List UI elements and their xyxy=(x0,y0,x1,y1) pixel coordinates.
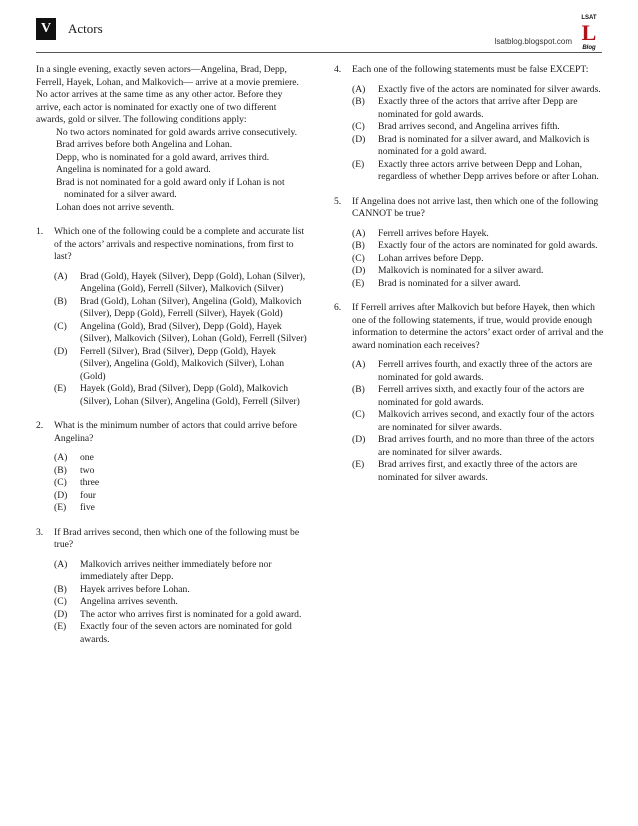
option-text: Brad arrives second, and Angelina arrives fifth. xyxy=(378,121,560,132)
question-text: Each one of the following statements must be false EXCEPT: xyxy=(352,64,589,75)
option-text: Malkovich is nominated for a silver award. xyxy=(378,265,544,276)
question-stem xyxy=(36,226,308,264)
option-text: The actor who arrives first is nominated for a gold award. xyxy=(80,608,302,620)
option-text: Exactly three actors arrive between Depp and Lohan, regardless of whether Depp arrives before or after Lohan. xyxy=(378,158,599,182)
logo-top-text: LSAT xyxy=(581,15,597,21)
option-letter: (C) xyxy=(352,252,365,264)
answer-option xyxy=(352,96,604,121)
option-letter: (C) xyxy=(54,320,67,332)
question-number: 5. xyxy=(334,195,342,207)
option-text: three xyxy=(80,477,100,488)
option-text: two xyxy=(80,464,95,476)
option-letter: (A) xyxy=(54,270,68,282)
option-letter: (E) xyxy=(352,459,365,470)
option-letter: (B) xyxy=(54,464,67,476)
question-number: 6. xyxy=(334,302,342,313)
option-letter: (A) xyxy=(54,452,68,463)
section-title: Actors xyxy=(68,21,103,36)
option-letter: (C) xyxy=(54,596,67,607)
option-letter: (B) xyxy=(352,384,365,395)
question-text: If Ferrell arrives after Malkovich but before Hayek, then which one of the following statements, if true, would provide enough information to determine the actors’ exact order of arrival and the award nomination each receives? xyxy=(352,302,604,351)
answer-option xyxy=(54,559,308,584)
question-text: If Angelina does not arrive last, then which one of the following CANNOT be true? xyxy=(352,195,599,219)
option-text: five xyxy=(80,502,95,513)
answer-option xyxy=(54,584,308,597)
question-stem xyxy=(334,64,604,77)
answer-option xyxy=(352,459,604,484)
lsat-blog-logo-icon xyxy=(576,12,602,52)
option-text: Exactly five of the actors are nominated for silver awards. xyxy=(378,83,601,95)
condition-item: Brad is not nominated for a gold award only if Lohan is not nominated for a silver award. xyxy=(56,176,285,200)
option-letter: (E) xyxy=(352,158,365,170)
option-text: Hayek (Gold), Brad (Silver), Depp (Gold), Malkovich (Silver), Lohan (Silver), Angelina (Gold), Ferrell (Silver) xyxy=(80,383,300,407)
option-text: Brad is nominated for a silver award. xyxy=(378,277,521,289)
answer-option xyxy=(54,609,308,622)
option-letter: (E) xyxy=(352,277,365,289)
option-letter: (E) xyxy=(54,621,67,632)
answer-options xyxy=(36,452,308,515)
answer-options xyxy=(36,559,308,647)
answer-option xyxy=(352,265,604,278)
logo-letter: L xyxy=(581,20,597,45)
right-column xyxy=(334,64,604,496)
question-number: 2. xyxy=(36,420,44,431)
page-header xyxy=(36,12,602,52)
left-column xyxy=(36,64,308,658)
option-letter: (B) xyxy=(54,295,67,307)
answer-option xyxy=(352,434,604,459)
answer-option xyxy=(54,383,308,408)
question-4 xyxy=(334,64,604,184)
answer-options xyxy=(334,84,604,184)
option-text: Ferrell arrives fourth, and exactly three of the actors are nominated for gold awards. xyxy=(378,359,593,383)
answer-option xyxy=(352,240,604,253)
option-letter: (D) xyxy=(54,608,68,620)
option-text: Exactly three of the actors that arrive after Depp are nominated for gold awards. xyxy=(378,96,578,120)
option-letter: (D) xyxy=(352,434,366,445)
answer-option xyxy=(54,346,308,384)
option-letter: (D) xyxy=(54,489,68,501)
logo-bottom-text: Blog xyxy=(582,45,596,51)
condition-item: No two actors nominated for gold awards arrive consecutively. xyxy=(56,126,298,138)
option-text: Malkovich arrives neither immediately before nor immediately after Depp. xyxy=(80,558,272,582)
answer-option xyxy=(352,121,604,134)
condition-item: Brad arrives before both Angelina and Lohan. xyxy=(56,139,233,150)
option-text: Brad arrives fourth, and no more than three of the actors are nominated for silver awards. xyxy=(378,434,595,458)
option-letter: (A) xyxy=(54,558,68,570)
answer-options xyxy=(36,271,308,409)
question-6 xyxy=(334,302,604,484)
answer-option xyxy=(352,384,604,409)
option-letter: (B) xyxy=(352,96,365,107)
question-number: 4. xyxy=(334,64,342,75)
question-stem xyxy=(36,527,308,552)
option-letter: (B) xyxy=(352,240,365,251)
answer-option xyxy=(352,134,604,159)
answer-option xyxy=(54,502,308,515)
option-text: Brad (Gold), Lohan (Silver), Angelina (Gold), Malkovich (Silver), Depp (Gold), Ferrell (Silver), Hayek (Gold) xyxy=(80,295,302,319)
option-letter: (A) xyxy=(352,83,366,95)
answer-option xyxy=(352,359,604,384)
option-text: Ferrell arrives sixth, and exactly four of the actors are nominated for gold awards. xyxy=(378,384,585,408)
option-text: Angelina arrives seventh. xyxy=(80,596,178,607)
question-2 xyxy=(36,420,308,515)
option-text: Brad (Gold), Hayek (Silver), Depp (Gold), Lohan (Silver), Angelina (Gold), Ferrell (Silver), Malkovich (Silver) xyxy=(80,270,306,294)
question-number: 1. xyxy=(36,226,44,237)
option-letter: (E) xyxy=(54,502,67,513)
answer-option xyxy=(54,465,308,478)
answer-option xyxy=(352,409,604,434)
option-text: Exactly four of the seven actors are nominated for gold awards. xyxy=(80,621,292,645)
question-3 xyxy=(36,527,308,647)
passage xyxy=(36,64,308,214)
option-letter: (C) xyxy=(54,477,67,488)
option-letter: (D) xyxy=(352,265,366,276)
option-text: Exactly four of the actors are nominated for gold awards. xyxy=(378,240,598,251)
conditions-list xyxy=(36,127,308,215)
option-letter: (A) xyxy=(352,227,366,239)
answer-option xyxy=(54,321,308,346)
answer-option xyxy=(54,477,308,490)
answer-option xyxy=(352,228,604,241)
passage-paragraph: In a single evening, exactly seven actors—Angelina, Brad, Depp, Ferrell, Hayek, Lohan, and Malkovich— arrive at a movie premiere. No actor arrives at the same time as any other actor. Before they arrive, each actor is nominated for exactly one of two different awards, gold or silver. The following conditions apply: xyxy=(36,64,299,125)
question-stem xyxy=(36,420,308,445)
condition-item: Angelina is nominated for a gold award. xyxy=(56,164,211,175)
option-letter: (C) xyxy=(352,409,365,420)
option-text: Angelina (Gold), Brad (Silver), Depp (Gold), Hayek (Silver), Malkovich (Silver), Lohan (Gold), Ferrell (Silver) xyxy=(80,320,307,344)
answer-option xyxy=(352,278,604,291)
header-rule xyxy=(36,52,602,53)
section-badge: V xyxy=(36,18,56,40)
option-letter: (C) xyxy=(352,121,365,132)
answer-option xyxy=(54,490,308,503)
answer-option xyxy=(54,452,308,465)
option-text: one xyxy=(80,452,94,463)
answer-option xyxy=(54,296,308,321)
question-text: If Brad arrives second, then which one of the following must be true? xyxy=(54,526,300,550)
answer-option xyxy=(352,84,604,97)
question-5 xyxy=(334,196,604,291)
question-number: 3. xyxy=(36,526,44,538)
answer-options xyxy=(334,359,604,484)
option-text: four xyxy=(80,489,96,501)
option-letter: (A) xyxy=(352,359,366,370)
option-letter: (D) xyxy=(54,345,68,357)
question-stem xyxy=(334,302,604,352)
option-letter: (B) xyxy=(54,583,67,595)
answer-option xyxy=(54,621,308,646)
answer-option xyxy=(54,271,308,296)
option-text: Ferrell arrives before Hayek. xyxy=(378,227,489,239)
question-1 xyxy=(36,226,308,408)
option-text: Brad is nominated for a silver award, and Malkovich is nominated for a gold award. xyxy=(378,133,590,157)
answer-options xyxy=(334,228,604,291)
question-text: Which one of the following could be a complete and accurate list of the actors’ arrivals and respective nominations, from first to last? xyxy=(54,226,305,262)
option-text: Lohan arrives before Depp. xyxy=(378,252,484,264)
site-url: lsatblog.blogspot.com xyxy=(494,37,572,46)
option-text: Malkovich arrives second, and exactly four of the actors are nominated for silver awards. xyxy=(378,409,595,433)
answer-option xyxy=(352,159,604,184)
answer-option xyxy=(54,596,308,609)
option-text: Ferrell (Silver), Brad (Silver), Depp (Gold), Hayek (Silver), Angelina (Gold), Malkovich (Silver), Lohan (Gold) xyxy=(80,345,285,382)
condition-item: Depp, who is nominated for a gold award, arrives third. xyxy=(56,151,270,163)
option-text: Hayek arrives before Lohan. xyxy=(80,583,190,595)
condition-item: Lohan does not arrive seventh. xyxy=(56,201,175,213)
option-letter: (E) xyxy=(54,383,67,394)
question-text: What is the minimum number of actors that could arrive before Angelina? xyxy=(54,420,297,444)
question-stem xyxy=(334,196,604,221)
option-text: Brad arrives first, and exactly three of the actors are nominated for silver awards. xyxy=(378,459,578,483)
answer-option xyxy=(352,253,604,266)
option-letter: (D) xyxy=(352,133,366,145)
